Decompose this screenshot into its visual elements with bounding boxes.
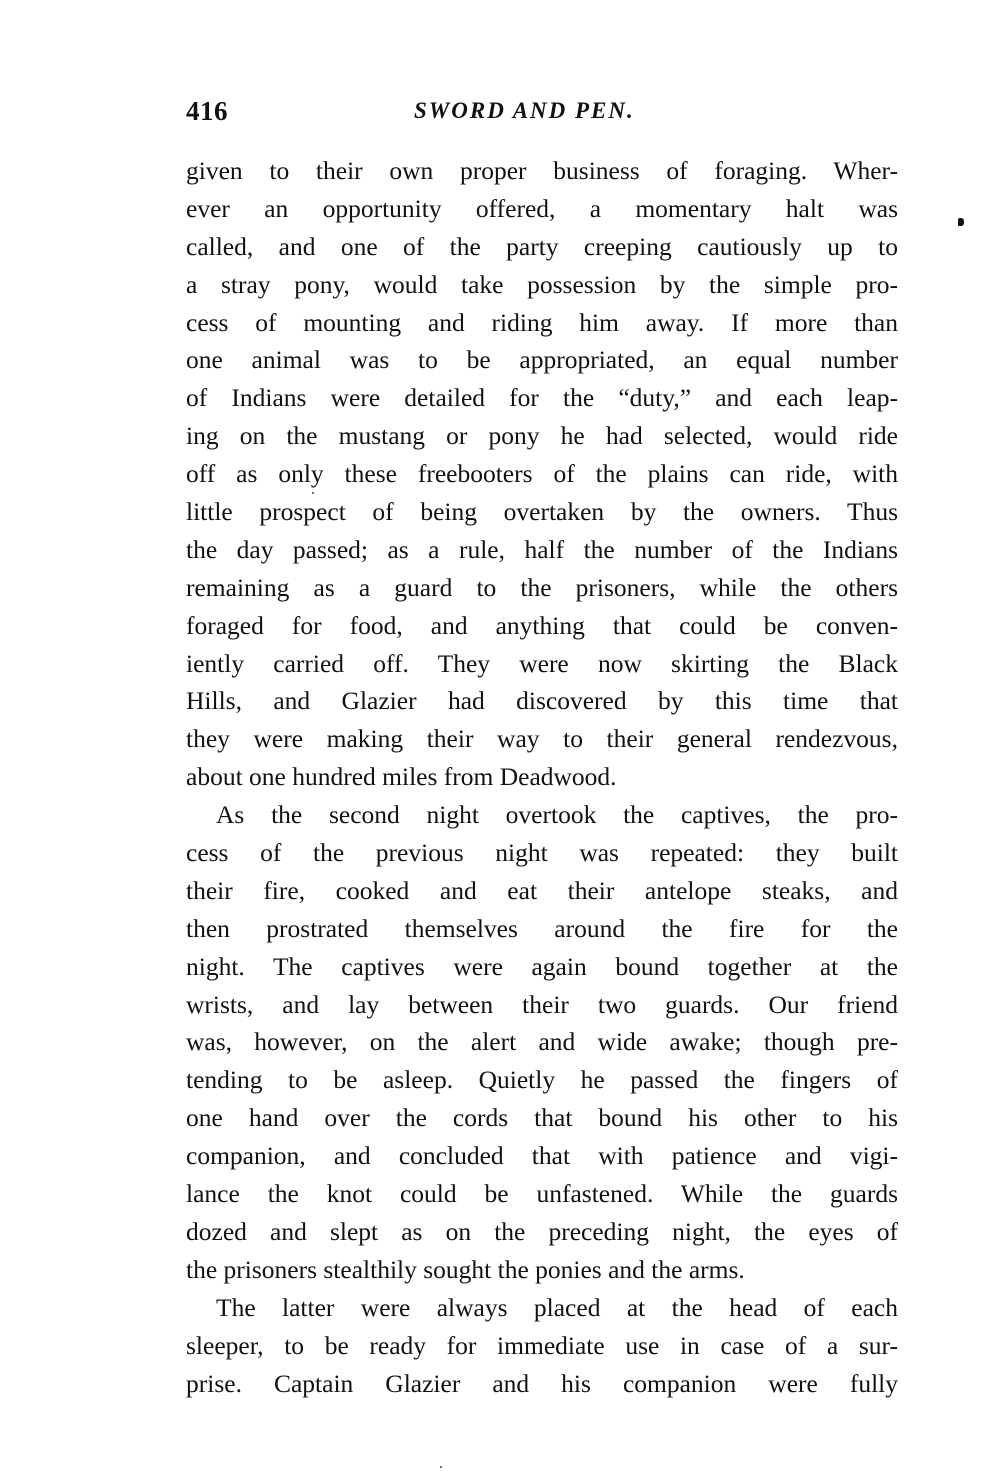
text-line: sleeper, to be ready for immediate use in case of a sur-	[186, 1330, 898, 1360]
text-line: called, and one of the party creeping cautiously up to	[186, 231, 898, 261]
ink-speck	[312, 492, 314, 494]
text-line: about one hundred miles from Deadwood.	[186, 762, 617, 792]
text-line: wrists, and lay between their two guards. Our friend	[186, 989, 898, 1019]
text-line: the prisoners stealthily sought the ponies and the arms.	[186, 1254, 745, 1284]
text-line: The latter were always placed at the head of each	[216, 1292, 898, 1322]
text-line: they were making their way to their general rendezvous,	[186, 724, 898, 754]
text-line: prise. Captain Glazier and his companion were fully	[186, 1368, 898, 1398]
text-line: of Indians were detailed for the “duty,” and each leap-	[186, 383, 898, 413]
text-line: a stray pony, would take possession by the simple pro-	[186, 269, 898, 299]
text-line: one animal was to be appropriated, an equal number	[186, 345, 898, 375]
text-line: night. The captives were again bound together at the	[186, 951, 898, 981]
ink-speck	[958, 218, 964, 226]
text-line: dozed and slept as on the preceding night, the eyes of	[186, 1216, 898, 1246]
text-line: iently carried off. They were now skirting the Black	[186, 648, 898, 678]
ink-speck	[440, 1466, 442, 1468]
text-line: ever an opportunity offered, a momentary halt was	[186, 193, 898, 223]
text-line: tending to be asleep. Quietly he passed the fingers of	[186, 1065, 898, 1095]
text-line: their fire, cooked and eat their antelope steaks, and	[186, 875, 898, 905]
page-header	[186, 96, 898, 136]
text-line: remaining as a guard to the prisoners, while the others	[186, 572, 898, 602]
text-line: off as only these freebooters of the plains can ride, with	[186, 459, 898, 489]
running-title: SWORD AND PEN.	[414, 98, 635, 123]
text-line: was, however, on the alert and wide awake; though pre-	[186, 1027, 898, 1057]
text-line: little prospect of being overtaken by the owners. Thus	[186, 497, 898, 527]
text-line: given to their own proper business of foraging. Wher-	[186, 156, 898, 185]
text-line: cess of mounting and riding him away. If more than	[186, 307, 898, 337]
text-line: foraged for food, and anything that could be conven-	[186, 610, 898, 640]
text-line: then prostrated themselves around the fire for the	[186, 913, 898, 943]
body-text	[186, 152, 898, 1402]
text-line: As the second night overtook the captives, the pro-	[216, 800, 898, 830]
text-line: Hills, and Glazier had discovered by this time that	[186, 686, 898, 716]
page-number: 416	[186, 96, 228, 126]
text-line: ing on the mustang or pony he had selected, would ride	[186, 421, 898, 451]
text-line: cess of the previous night was repeated: they built	[186, 838, 898, 868]
text-line: the day passed; as a rule, half the number of the Indians	[186, 534, 898, 564]
text-line: lance the knot could be unfastened. While the guards	[186, 1179, 898, 1209]
text-line: companion, and concluded that with patience and vigi-	[186, 1141, 898, 1171]
text-line: one hand over the cords that bound his other to his	[186, 1103, 898, 1133]
